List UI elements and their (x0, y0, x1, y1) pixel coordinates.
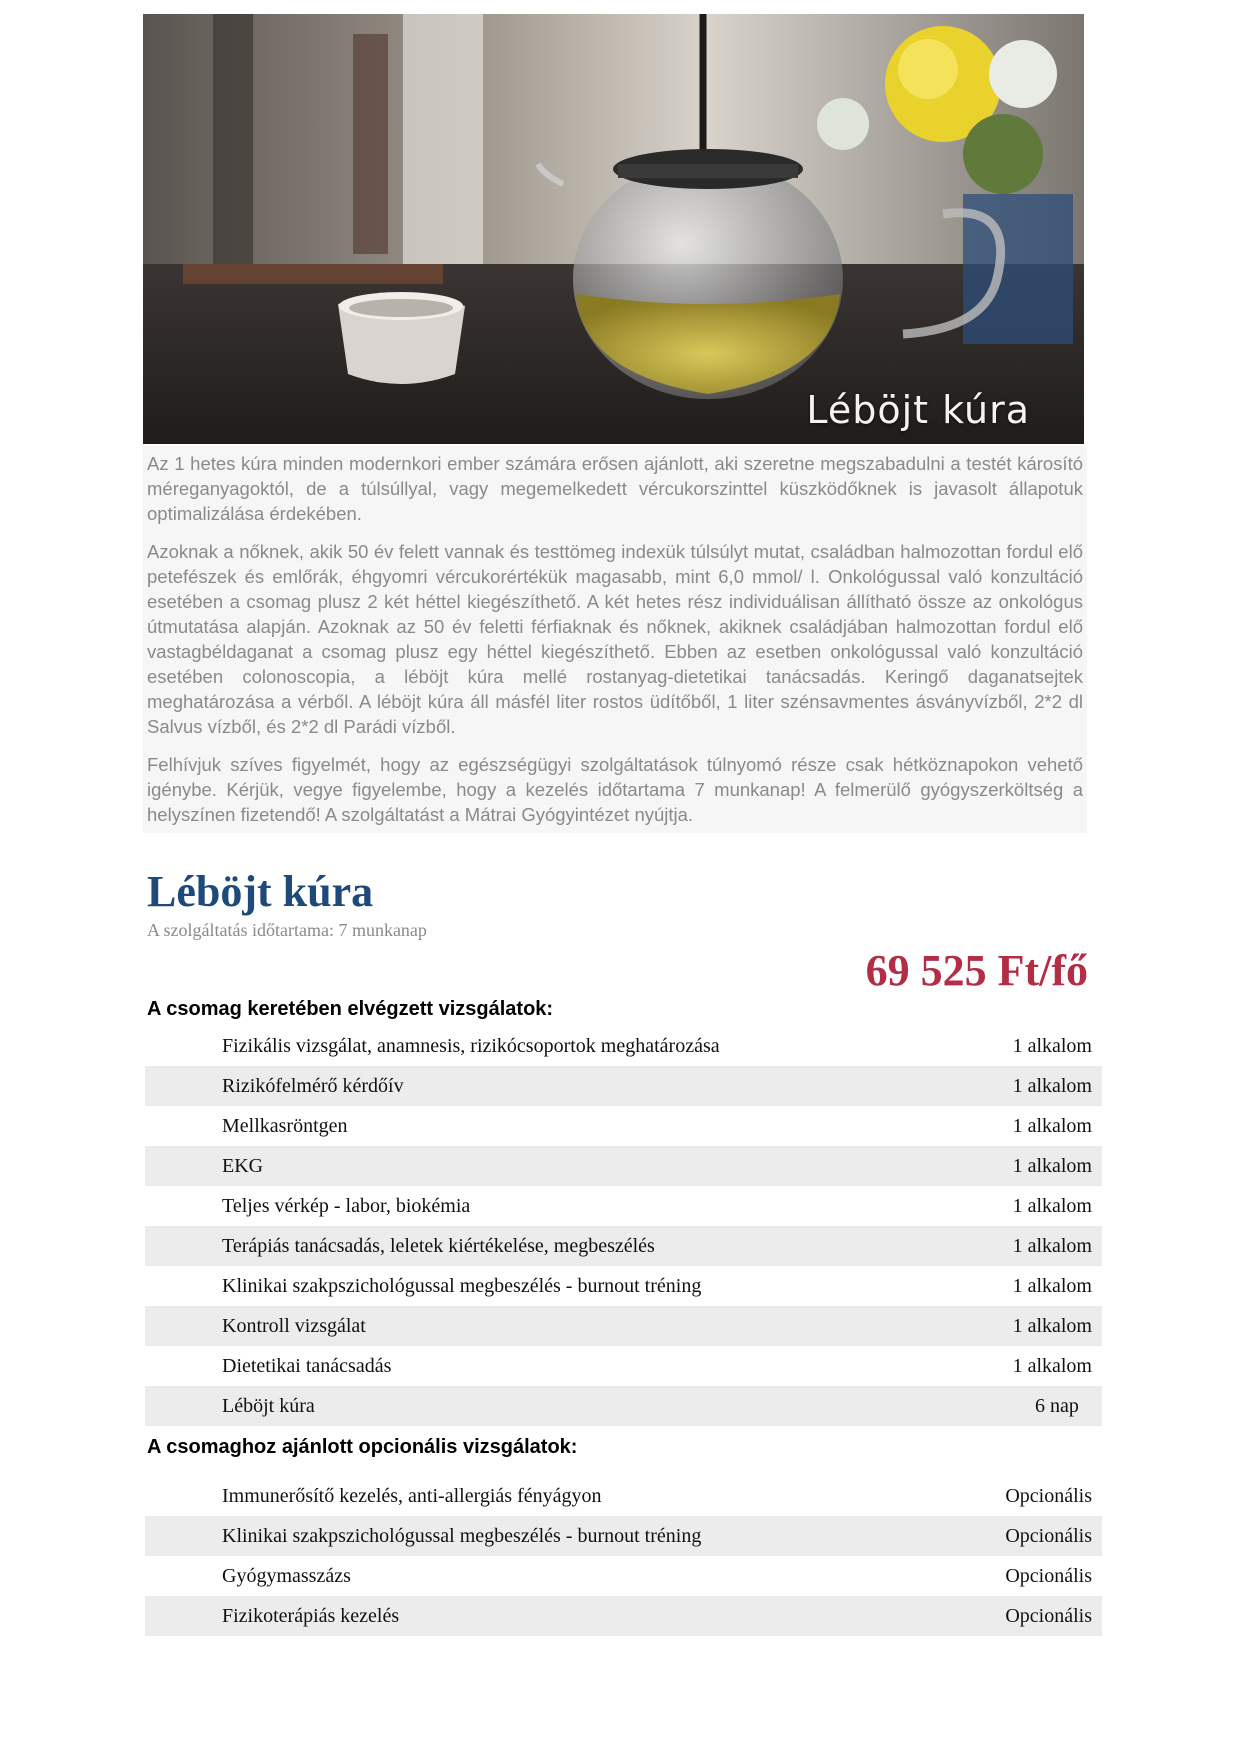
service-name: Fizikális vizsgálat, anamnesis, rizikócsoportok meghatározása (222, 1035, 720, 1057)
service-quantity: 6 nap (1035, 1395, 1079, 1417)
included-services-heading: A csomag keretében elvégzett vizsgálatok: (147, 998, 554, 1020)
service-name: Immunerősítő kezelés, anti-allergiás fényágyon (222, 1485, 602, 1507)
service-row (145, 1066, 1102, 1106)
service-quantity: 1 alkalom (1012, 1195, 1092, 1217)
service-quantity: 1 alkalom (1012, 1355, 1092, 1377)
intro-paragraph: Az 1 hetes kúra minden modernkori ember számára erősen ajánlott, aki szeretne megszabadulni a testét károsító méreganyagoktól, de a túlsúllyal, vagy megemelkedett vércukorszinttel küszködőknek is javasolt állapotuk optimalizálása érdekében. (147, 453, 1083, 524)
service-quantity: 1 alkalom (1012, 1115, 1092, 1137)
service-quantity: 1 alkalom (1012, 1235, 1092, 1257)
service-row (145, 1186, 1102, 1226)
intro-paragraph: Felhívjuk szíves figyelmét, hogy az egészségügyi szolgáltatások túlnyomó része csak hétköznapokon vehető igénybe. Kérjük, vegye figyelembe, hogy a kezelés időtartama 7 munkanap! A felmerülő gyógyszerköltség a helyszínen fizetendő! A szolgáltatást a Mátrai Gyógyintézet nyújtja. (147, 754, 1083, 825)
service-row (145, 1106, 1102, 1146)
optional-row (145, 1476, 1102, 1516)
service-name: Terápiás tanácsadás, leletek kiértékelése, megbeszélés (222, 1235, 655, 1257)
service-row (145, 1266, 1102, 1306)
package-title: Léböjt kúra (147, 867, 374, 916)
service-quantity: 1 alkalom (1012, 1075, 1092, 1097)
service-quantity: 1 alkalom (1012, 1315, 1092, 1337)
image-caption: Léböjt kúra (806, 388, 1030, 432)
service-name: Rizikófelmérő kérdőív (222, 1075, 404, 1097)
service-name: Mellkasröntgen (222, 1115, 348, 1137)
service-name: Léböjt kúra (222, 1395, 315, 1417)
service-quantity: 1 alkalom (1012, 1275, 1092, 1297)
optional-row (145, 1516, 1102, 1556)
included-services-list (145, 1026, 1102, 1426)
teapot-illustration (143, 14, 1084, 444)
service-name: Fizikoterápiás kezelés (222, 1605, 400, 1627)
optional-services-list (145, 1476, 1102, 1636)
service-status: Opcionális (1005, 1485, 1092, 1507)
service-name: Gyógymasszázs (222, 1565, 351, 1587)
service-quantity: 1 alkalom (1012, 1035, 1092, 1057)
service-row (145, 1306, 1102, 1346)
optional-services-heading: A csomaghoz ajánlott opcionális vizsgálatok: (147, 1436, 578, 1458)
optional-row (145, 1596, 1102, 1636)
service-name: Dietetikai tanácsadás (222, 1355, 392, 1377)
service-row (145, 1146, 1102, 1186)
service-row (145, 1386, 1102, 1426)
service-name: Klinikai szakpszichológussal megbeszélés - burnout tréning (222, 1525, 702, 1547)
service-row (145, 1026, 1102, 1066)
intro-paragraph: Azoknak a nőknek, akik 50 év felett vannak és testtömeg indexük túlsúlyt mutat, családban halmozottan fordul elő petefészek és emlőrák, éhgyomri vércukorértékük magasabb, mint 6,0 mmol/ l. Onkológussal való konzultáció esetében a csomag plusz 2 két héttel kiegészíthető. A két hetes rész individuálisan állítható össze az onkológus útmutatása alapján. Azoknak az 50 év feletti férfiaknak és nőknek, akiknek családjában halmozottan fordul elő vastagbéldaganat a csomag plusz egy héttel kiegészíthető. Ebben az esetben onkológussal való konzultáció esetében colonoscopia, a léböjt kúra mellé rostanyag-dietetikai tanácsadás. Keringő daganatsejtek meghatározása a vérből. A léböjt kúra áll másfél liter rostos üdítőből, 1 liter szénsavmentes ásványvízből, 2*2 dl Salvus vízből, és 2*2 dl Parádi vízből. (147, 541, 1083, 737)
service-row (145, 1226, 1102, 1266)
service-name: Klinikai szakpszichológussal megbeszélés - burnout tréning (222, 1275, 702, 1297)
hero-image (143, 14, 1084, 444)
service-status: Opcionális (1005, 1525, 1092, 1547)
service-duration: A szolgáltatás időtartama: 7 munkanap (147, 920, 427, 940)
service-name: Teljes vérkép - labor, biokémia (222, 1195, 471, 1217)
service-name: EKG (222, 1155, 264, 1177)
service-quantity: 1 alkalom (1012, 1155, 1092, 1177)
package-price: 69 525 Ft/fő (865, 946, 1088, 995)
service-status: Opcionális (1005, 1605, 1092, 1627)
optional-row (145, 1556, 1102, 1596)
service-name: Kontroll vizsgálat (222, 1315, 366, 1337)
service-status: Opcionális (1005, 1565, 1092, 1587)
service-row (145, 1346, 1102, 1386)
intro-text-block (143, 446, 1087, 833)
